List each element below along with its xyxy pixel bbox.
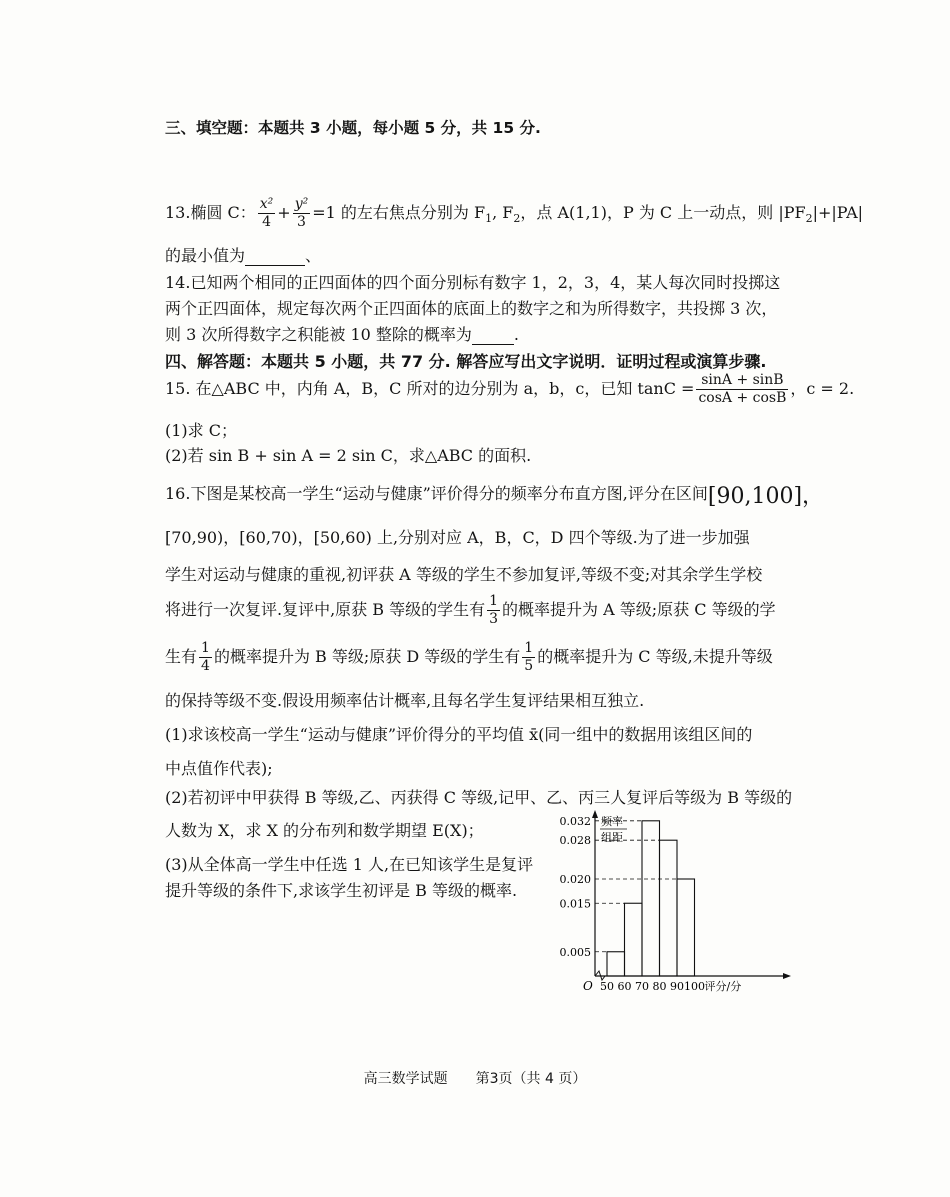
x-axis-label: 评分/分 [704,980,742,993]
question-16-part1: (1)求该校高一学生“运动与健康”评价得分的平均值 x̄(同一组中的数据用该组区间的 [165,725,753,744]
y-tick-label: 0.028 [559,834,591,848]
fraction-x2-over-4: $\frac{\text{x²}}{4}$ [259,196,274,230]
question-15-part1: (1)求 C； [165,421,237,440]
question-16-line5: 生有 $\frac{1}{4}$ 的概率提升为 B 等级;原获 D 等级的学生有 $\frac{1}{5}$ 的概率提升为 C 等级,未提升等级 [165,640,773,674]
histogram-bar [625,903,643,976]
x-tick-label: 70 [635,980,649,993]
question-15-part2: (2)若 sin B + sin A = 2 sin C，求△ABC 的面积. [165,446,532,465]
question-14-line3: 则 3 次所得数字之积能被 10 整除的概率为 . [165,325,519,344]
fraction-1-5: $\frac{1}{5}$ [524,640,534,674]
question-16-part2-cont: 人数为 X，求 X 的分布列和数学期望 E(X)； [165,821,484,840]
question-13-line1: 13.椭圆 C： $\frac{\text{x²}}{4}$ + $\frac{\text{y²}}{3}$ =1 的左右焦点分别为 $F_1$, $F_2$，点 A(1,1)，P 为 C 上一动点，则 $|PF_2|+|PA|$ [165,196,864,230]
section-fill-in-heading: 三、填空题：本题共 3 小题，每小题 5 分，共 15 分. [165,119,541,137]
frequency-histogram [545,808,795,1003]
y-axis-label-bottom: 组距 [601,831,623,844]
y-tick-label: 0.032 [559,814,591,828]
section-solution-heading: 四、解答题：本题共 5 小题，共 77 分. 解答应写出文字说明．证明过程或演算步骤. [165,352,767,371]
histogram-bar [660,840,678,976]
y-axis-label-top: 频率 [601,815,623,828]
question-15-line1: 15. 在△ABC 中，内角 A，B，C 所对的边分别为 a，b，c，已知 tanC = $\frac{\sin A + \sin B}{\cos A + \cos B}$ ，c = 2. [165,372,855,406]
fraction-tanC: $\frac{\sin A + \sin B}{\cos A + \cos B}$ [698,372,787,406]
histogram-bar [607,952,625,976]
y-tick-label: 0.005 [559,945,591,959]
x-tick-label: 60 [617,980,632,993]
y-tick-label: 0.015 [559,897,591,911]
question-16-line2: [70,90)，[60,70)，[50,60) 上,分别对应 A，B，C，D 四个等级.为了进一步加强 [165,528,750,547]
fraction-1-3: $\frac{1}{3}$ [489,593,499,627]
x-tick-label: 50 [600,980,614,993]
question-16-part3: (3)从全体高一学生中任选 1 人,在已知该学生是复评 [165,855,534,874]
question-13-line2: 的最小值为 、 [165,246,322,265]
question-16-line3: 学生对运动与健康的重视,初评获 A 等级的学生不参加复评,等级不变;对其余学生学校 [165,565,763,584]
question-16-line6: 的保持等级不变.假设用频率估计概率,且每名学生复评结果相互独立. [165,691,645,710]
x-tick-label: 90 [670,980,684,993]
x-tick-label: 80 [652,980,667,993]
x-axis-arrow [783,973,791,979]
fraction-y2-over-3: $\frac{\text{y²}}{3}$ [294,196,309,230]
y-tick-label: 0.020 [559,873,591,886]
fraction-1-4: $\frac{1}{4}$ [201,640,210,674]
question-16-part2: (2)若初评中甲获得 B 等级,乙、丙获得 C 等级,记甲、乙、丙三人复评后等级为 B 等级的 [165,788,793,807]
origin-label: O [583,979,593,993]
question-16-line4: 将进行一次复评.复评中,原获 B 等级的学生有 $\frac{1}{3}$ 的概率提升为 A 等级;原获 C 等级的学 [165,593,776,627]
question-16-part3-cont: 提升等级的条件下,求该学生初评是 B 等级的概率. [165,881,518,900]
y-axis-arrow [592,810,598,818]
x-tick-label: 100 [684,980,705,993]
page-footer: 高三数学试题 第3页（共 4 页） [363,1071,587,1087]
question-16-part1-cont: 中点值作代表); [165,759,273,778]
question-14-line1: 14.已知两个相同的正四面体的四个面分别标有数字 1，2，3，4，某人每次同时投掷这 [165,273,781,292]
question-16-line1: 16.下图是某校高一学生“运动与健康”评价得分的频率分布直方图,评分在区间[90,100]， [165,484,825,509]
histogram-bar [642,821,660,976]
answer-blank [472,330,514,345]
histogram-bar [677,879,695,976]
question-14-line2: 两个正四面体，规定每次两个正四面体的底面上的数字之和为所得数字，共投掷 3 次， [165,299,778,318]
answer-blank [245,251,305,266]
